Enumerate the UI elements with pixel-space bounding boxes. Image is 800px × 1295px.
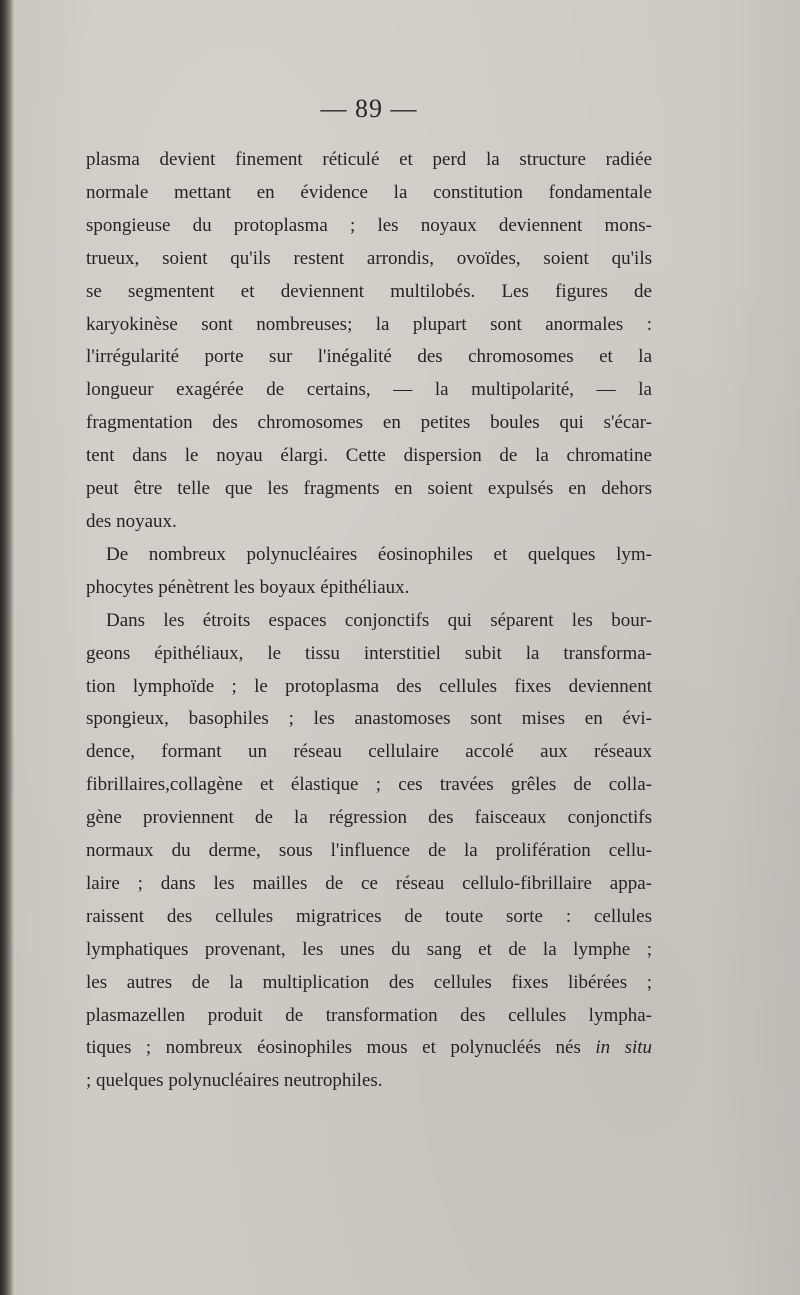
text-line: l'irrégularité porte sur l'inégalité des chromosomes et la <box>86 346 652 368</box>
document-page <box>86 88 652 1098</box>
text-line: plasmazellen produit de transformation des cellules lympha- <box>86 1004 652 1026</box>
text-line: trueux, soient qu'ils restent arrondis, ovoïdes, soient qu'ils <box>86 247 652 269</box>
page-number: — 89 — <box>320 94 418 123</box>
text-line-with-italic <box>86 1032 652 1065</box>
text-line: ; quelques polynucléaires neutrophiles. <box>86 1070 383 1092</box>
text-line: phocytes pénètrent les boyaux épithéliaux. <box>86 576 410 598</box>
text-line: des noyaux. <box>86 510 177 532</box>
paragraph-3 <box>86 605 652 1099</box>
text-run: tiques ; nombreux éosinophiles mous et polynucléés nés <box>86 1037 581 1059</box>
text-line: geons épithéliaux, le tissu interstitiel subit la transforma- <box>86 642 652 664</box>
paragraph-2 <box>86 539 652 605</box>
text-line: De nombreux polynucléaires éosinophiles et quelques lym- <box>106 543 652 565</box>
paragraph-1 <box>86 144 652 539</box>
text-line: fragmentation des chromosomes en petites boules qui s'écar- <box>86 412 652 434</box>
text-line: lymphatiques provenant, les unes du sang et de la lymphe ; <box>86 938 652 960</box>
text-line: Dans les étroits espaces conjonctifs qui séparent les bour- <box>106 609 652 631</box>
book-spine-shadow <box>0 0 14 1295</box>
text-line: spongieuse du protoplasma ; les noyaux deviennent mons- <box>86 214 652 236</box>
italic-phrase: in situ <box>595 1037 653 1059</box>
text-line: plasma devient finement réticulé et perd la structure radiée <box>86 149 652 170</box>
text-line: les autres de la multiplication des cellules fixes libérées ; <box>86 971 652 993</box>
text-line: fibrillaires,collagène et élastique ; ces travées grêles de colla- <box>86 774 652 796</box>
text-line: gène proviennent de la régression des faisceaux conjonctifs <box>86 807 652 829</box>
text-line: tent dans le noyau élargi. Cette dispersion de la chromatine <box>86 445 652 467</box>
text-line: tion lymphoïde ; le protoplasma des cellules fixes deviennent <box>86 675 652 697</box>
text-line: se segmentent et deviennent multilobés. Les figures de <box>86 280 652 302</box>
text-line: karyokinèse sont nombreuses; la plupart sont anormales : <box>86 313 652 335</box>
text-line: normaux du derme, sous l'influence de la prolifération cellu- <box>86 840 652 862</box>
text-line: spongieux, basophiles ; les anastomoses sont mises en évi- <box>86 708 652 730</box>
text-line: longueur exagérée de certains, — la multipolarité, — la <box>86 379 652 401</box>
text-line: peut être telle que les fragments en soient expulsés en dehors <box>86 478 652 500</box>
text-line: raissent des cellules migratrices de toute sorte : cellules <box>86 905 652 927</box>
text-line: dence, formant un réseau cellulaire accolé aux réseaux <box>86 741 652 763</box>
text-line: normale mettant en évidence la constitution fondamentale <box>86 181 652 203</box>
text-line: laire ; dans les mailles de ce réseau cellulo-fibrillaire appa- <box>86 872 652 894</box>
